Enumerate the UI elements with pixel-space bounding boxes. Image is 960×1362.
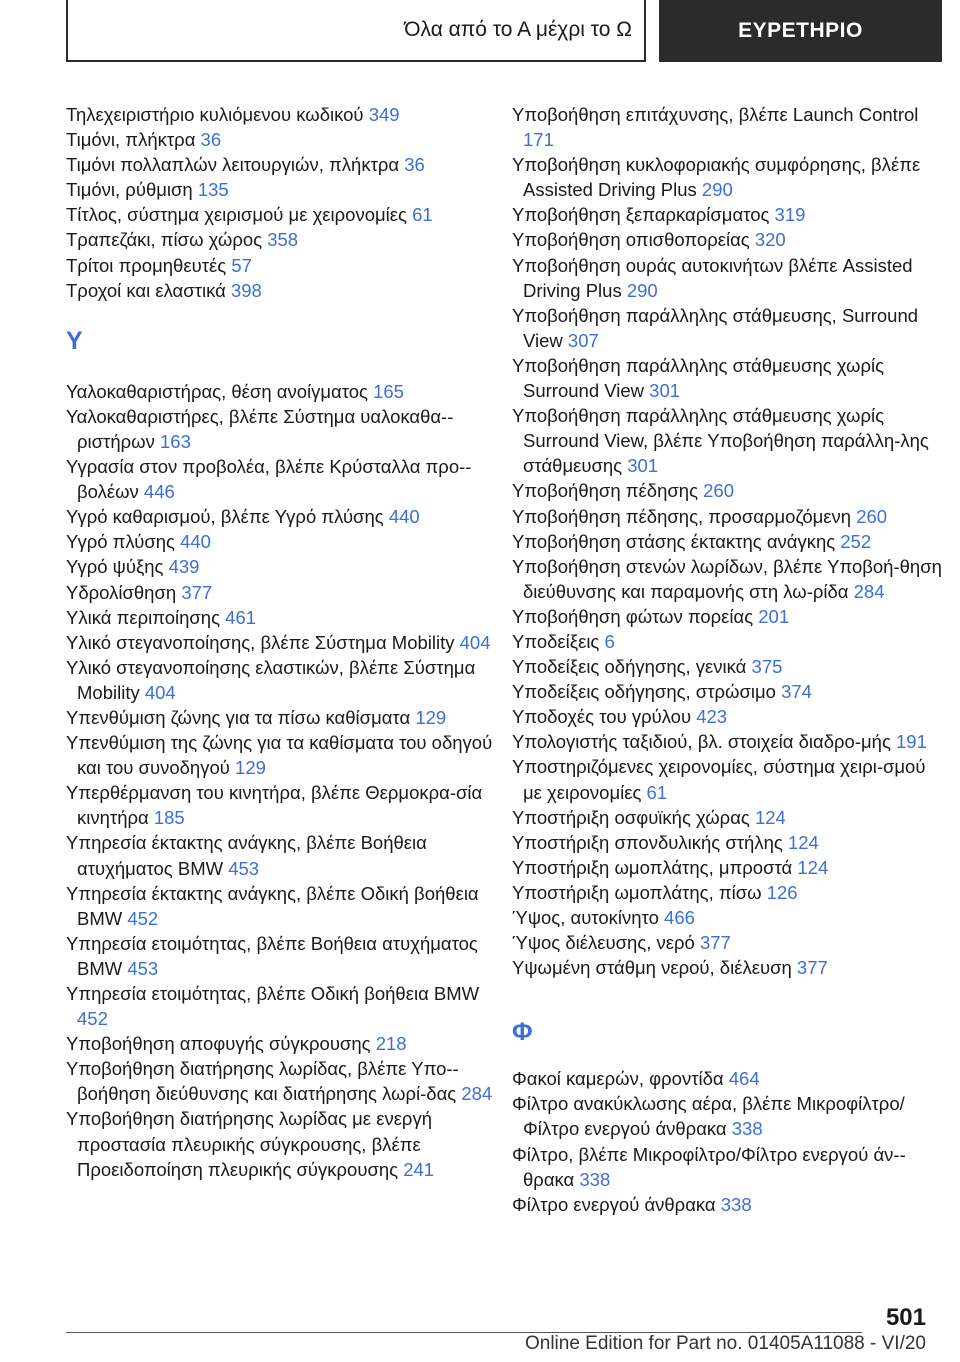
- page-reference-link[interactable]: 301: [627, 455, 659, 477]
- index-entry: [66, 102, 496, 127]
- page-reference-link[interactable]: 36: [200, 129, 222, 151]
- page-reference-link[interactable]: 191: [896, 731, 927, 753]
- page-reference-link[interactable]: 452: [77, 1008, 108, 1030]
- index-entry: [512, 403, 942, 478]
- index-column-left: [66, 102, 496, 1182]
- index-entry-text: Φίλτρο, βλέπε Μικροφίλτρο/Φίλτρο ενεργού άν-θρακα: [512, 1143, 906, 1190]
- index-entry: [66, 278, 496, 303]
- page-reference-link[interactable]: 241: [403, 1158, 435, 1180]
- page-reference-link[interactable]: 446: [143, 481, 175, 503]
- index-entry: [66, 605, 496, 630]
- page-reference-link[interactable]: 129: [235, 757, 266, 779]
- index-entry-text: Υποστήριξη ωμοπλάτης, πίσω: [512, 881, 762, 903]
- page-reference-link[interactable]: 466: [664, 907, 695, 928]
- index-entry-text: Υποβοήθηση πέδησης, προσαρμοζόμενη: [512, 505, 852, 527]
- page-reference-link[interactable]: 452: [127, 907, 159, 929]
- page-reference-link[interactable]: 307: [567, 329, 599, 351]
- page-reference-link[interactable]: 423: [696, 706, 728, 728]
- index-entry-text: Υπηρεσία ετοιμότητας, βλέπε Οδική βοήθεια BMW: [66, 983, 480, 1004]
- index-entry: [66, 227, 496, 252]
- page-reference-link[interactable]: 124: [754, 806, 786, 828]
- index-entry: [66, 202, 496, 227]
- page-reference-link[interactable]: 320: [754, 229, 786, 251]
- page-reference-link[interactable]: 374: [781, 681, 812, 703]
- page-reference-link[interactable]: 453: [228, 857, 260, 879]
- page-reference-link[interactable]: 290: [701, 179, 733, 201]
- index-entry: [512, 227, 942, 252]
- page-reference-link[interactable]: 377: [181, 581, 213, 603]
- index-entry: [66, 981, 496, 1031]
- page-reference-link[interactable]: 252: [840, 530, 872, 552]
- index-entry-text: Υπηρεσία έκτακτης ανάγκης, βλέπε Οδική βοήθεια BMW: [66, 882, 479, 929]
- index-entry: [66, 655, 496, 705]
- index-entry: [66, 1056, 496, 1106]
- index-entry-text: Υπολογιστής ταξιδιού, βλ. στοιχεία διαδρο-μής: [512, 731, 891, 753]
- index-entry-text: Υποδοχές του γρύλου: [512, 706, 692, 728]
- index-entry-text: Υγρασία στον προβολέα, βλέπε Κρύσταλλα προ-βολέων: [66, 456, 472, 503]
- index-entry-text: Υποβοήθηση κυκλοφοριακής συμφόρησης, βλέπε Assisted Driving Plus: [512, 154, 921, 201]
- page-reference-link[interactable]: 377: [699, 932, 731, 954]
- index-entry-text: Υποβοήθηση ξεπαρκαρίσματος: [512, 204, 770, 226]
- index-entry-text: Υαλοκαθαριστήρες, βλέπε Σύστημα υαλοκαθα-ριστήρων: [66, 405, 454, 452]
- page-reference-link[interactable]: 290: [626, 279, 658, 301]
- index-entry-text: Φίλτρο ενεργού άνθρακα: [512, 1193, 716, 1215]
- index-entry: [66, 1106, 496, 1181]
- index-entry-text: Υποβοήθηση ουράς αυτοκινήτων βλέπε Assisted Driving Plus: [512, 254, 913, 301]
- index-entry-text: Υποδείξεις: [512, 630, 600, 652]
- index-entry: [512, 478, 942, 503]
- page-reference-link[interactable]: 260: [703, 480, 735, 502]
- page-reference-link[interactable]: 404: [459, 631, 491, 653]
- page-reference-link[interactable]: 338: [579, 1168, 611, 1190]
- index-entry: [66, 404, 496, 454]
- index-entry: [512, 353, 942, 403]
- index-entry-text: Τιμόνι πολλαπλών λειτουργιών, πλήκτρα: [66, 154, 400, 176]
- index-entry: [512, 704, 942, 729]
- index-entry-text: Υποβοήθηση στενών λωρίδων, βλέπε Υποβοή-θηση διεύθυνσης και παραμονής στη λω-ρίδα: [512, 555, 942, 602]
- page-reference-link[interactable]: 163: [160, 430, 191, 452]
- index-group-t: [66, 102, 496, 303]
- page-reference-link[interactable]: 135: [197, 179, 229, 201]
- index-entry: [512, 554, 942, 604]
- page-reference-link[interactable]: 440: [388, 506, 420, 528]
- index-entry-text: Τηλεχειριστήριο κυλιόμενου κωδικού: [66, 104, 364, 125]
- index-entry: [66, 253, 496, 278]
- index-entry: [512, 830, 942, 855]
- index-entry: [66, 1031, 496, 1056]
- page-reference-link[interactable]: 61: [646, 781, 668, 803]
- index-entry: [66, 177, 496, 202]
- page-reference-link[interactable]: 358: [267, 229, 299, 251]
- index-entry-text: Υγρό ψύξης: [66, 556, 164, 578]
- index-entry-text: Τροχοί και ελαστικά: [66, 279, 226, 301]
- index-entry-text: Υποβοήθηση παράλληλης στάθμευσης χωρίς Surround View, βλέπε Υποβοήθηση παράλλη-λης στάθμευσης: [512, 405, 929, 477]
- index-entry: [512, 629, 942, 654]
- index-entry-text: Υποδείξεις οδήγησης, γενικά: [512, 656, 747, 678]
- index-entry-text: Υποβοήθηση επιτάχυνσης, βλέπε Launch Control: [512, 104, 919, 125]
- page-header: [66, 0, 942, 66]
- tab-index[interactable]: [659, 0, 942, 62]
- index-entry: [512, 905, 942, 930]
- index-entry: [512, 880, 942, 905]
- index-entry-text: Υποστήριξη σπονδυλικής στήλης: [512, 831, 783, 853]
- page-reference-link[interactable]: 57: [231, 254, 252, 276]
- index-entry-text: Υδρολίσθηση: [66, 581, 177, 603]
- index-entry: [66, 529, 496, 554]
- index-entry-text: Ύψος, αυτοκίνητο: [512, 907, 659, 928]
- index-group-y-continued: [512, 102, 942, 980]
- index-entry: [66, 730, 496, 780]
- index-entry: [512, 754, 942, 804]
- index-entry-text: Υψωμένη στάθμη νερού, διέλευση: [512, 957, 792, 979]
- index-entry: [66, 504, 496, 529]
- page-reference-link[interactable]: 349: [368, 104, 400, 125]
- index-entry-text: Υποβοήθηση διατήρησης λωρίδας με ενεργή προστασία πλευρικής σύγκρουσης, βλέπε Προειδοποίηση πλευρικής σύγκρουσης: [66, 1108, 432, 1180]
- page-reference-link[interactable]: 439: [168, 556, 200, 578]
- index-entry: [512, 855, 942, 880]
- page-reference-link[interactable]: 338: [731, 1118, 763, 1140]
- index-entry: [512, 1091, 942, 1141]
- index-entry-text: Υλικά περιποίησης: [66, 606, 221, 628]
- index-column-right: [512, 102, 942, 1217]
- index-entry-text: Υπερθέρμανση του κινητήρα, βλέπε Θερμοκρα-σία κινητήρα: [66, 782, 483, 829]
- index-group-y: [66, 379, 496, 1182]
- page-reference-link[interactable]: 165: [373, 380, 404, 402]
- page-reference-link[interactable]: 284: [461, 1083, 493, 1105]
- index-entry-text: Υποβοήθηση παράλληλης στάθμευσης, Surround View: [512, 304, 919, 351]
- tab-index-label: ΕΥΡΕΤΗΡΙΟ: [738, 19, 863, 42]
- page-reference-link[interactable]: 404: [144, 681, 176, 703]
- index-entry-text: Τίτλος, σύστημα χειρισμού με χειρονομίες: [66, 204, 407, 226]
- page-reference-link[interactable]: 375: [751, 656, 783, 678]
- index-entry: [512, 303, 942, 353]
- index-entry: [66, 931, 496, 981]
- page-reference-link[interactable]: 284: [853, 580, 885, 602]
- section-letter-y: Y: [66, 326, 83, 355]
- page-reference-link[interactable]: 129: [415, 706, 447, 728]
- index-entry-text: Υποβοήθηση παράλληλης στάθμευσης χωρίς Surround View: [512, 354, 885, 402]
- index-entry: [512, 805, 942, 830]
- index-entry: [512, 253, 942, 303]
- page-reference-link[interactable]: 461: [225, 606, 257, 628]
- page-reference-link[interactable]: 377: [796, 957, 828, 979]
- page-reference-link[interactable]: 338: [720, 1193, 752, 1215]
- index-entry: [66, 152, 496, 177]
- index-entry: [66, 780, 496, 830]
- tab-a-to-z[interactable]: [66, 0, 646, 62]
- index-entry-text: Υποβοήθηση αποφυγής σύγκρουσης: [66, 1033, 371, 1055]
- page-number: 501: [885, 1304, 926, 1331]
- index-entry-text: Υποστηριζόμενες χειρονομίες, σύστημα χειρι-σμού με χειρονομίες: [512, 756, 926, 803]
- index-entry: [66, 580, 496, 605]
- index-entry: [512, 955, 942, 980]
- page-reference-link[interactable]: 301: [649, 380, 681, 402]
- page-reference-link[interactable]: 464: [728, 1068, 760, 1090]
- page-reference-link[interactable]: 260: [856, 505, 888, 527]
- index-entry-text: Υποστήριξη ωμοπλάτης, μπροστά: [512, 856, 793, 878]
- index-entry: [66, 705, 496, 730]
- index-entry-text: Υπενθύμιση ζώνης για τα πίσω καθίσματα: [66, 706, 411, 728]
- index-entry-text: Τιμόνι, πλήκτρα: [66, 129, 196, 151]
- index-entry: [512, 1066, 942, 1091]
- page-reference-link[interactable]: 319: [774, 204, 806, 226]
- index-entry-text: Υγρό καθαρισμού, βλέπε Υγρό πλύσης: [66, 506, 384, 528]
- index-entry-text: Υποβοήθηση φώτων πορείας: [512, 605, 754, 627]
- index-entry: [512, 202, 942, 227]
- page-reference-link[interactable]: 218: [375, 1033, 407, 1055]
- page-reference-link[interactable]: 126: [766, 881, 798, 903]
- page-reference-link[interactable]: 6: [604, 630, 615, 652]
- index-entry-text: Υλικό στεγανοποίησης ελαστικών, βλέπε Σύστημα Mobility: [66, 656, 476, 703]
- index-entry-text: Φακοί καμερών, φροντίδα: [512, 1068, 724, 1090]
- index-entry-text: Φίλτρο ανακύκλωσης αέρα, βλέπε Μικροφίλτρο/Φίλτρο ενεργού άνθρακα: [512, 1093, 905, 1140]
- index-entry: [512, 102, 942, 152]
- index-entry: [512, 529, 942, 554]
- index-entry: [512, 1192, 942, 1217]
- index-entry-text: Υπηρεσία ετοιμότητας, βλέπε Βοήθεια ατυχήματος BMW: [66, 932, 478, 979]
- index-entry: [66, 881, 496, 931]
- index-entry-text: Υποστήριξη οσφυϊκής χώρας: [512, 806, 750, 828]
- index-entry-text: Ύψος διέλευσης, νερό: [512, 932, 695, 954]
- index-entry: [512, 654, 942, 679]
- page-reference-link[interactable]: 201: [758, 605, 790, 627]
- index-entry: [66, 630, 496, 655]
- index-entry-text: Υλικό στεγανοποίησης, βλέπε Σύστημα Mobility: [66, 631, 455, 653]
- page-reference-link[interactable]: 453: [127, 957, 159, 979]
- index-entry-text: Υποβοήθηση οπισθοπορείας: [512, 229, 750, 251]
- page-reference-link[interactable]: 36: [404, 154, 425, 176]
- page-reference-link[interactable]: 61: [412, 204, 433, 226]
- index-entry: [512, 1142, 942, 1192]
- index-entry-text: Υποδείξεις οδήγησης, στρώσιμο: [512, 681, 776, 703]
- index-entry-text: Υποβοήθηση διατήρησης λωρίδας, βλέπε Υπο-βοήθηση διεύθυνσης και διατήρησης λωρί-δας: [66, 1058, 459, 1105]
- index-entry-text: Υπηρεσία έκτακτης ανάγκης, βλέπε Βοήθεια ατυχήματος BMW: [66, 832, 427, 879]
- index-entry-text: Τρίτοι προμηθευτές: [66, 254, 227, 276]
- tab-a-to-z-label: Όλα από το Α μέχρι το Ω: [404, 18, 632, 41]
- index-entry: [66, 554, 496, 579]
- index-entry: [512, 504, 942, 529]
- index-entry: [512, 604, 942, 629]
- page-reference-link[interactable]: 185: [153, 807, 185, 829]
- index-entry-text: Τραπεζάκι, πίσω χώρος: [66, 229, 263, 251]
- page-reference-link[interactable]: 124: [787, 831, 819, 853]
- index-entry-text: Υποβοήθηση στάσης έκτακτης ανάγκης: [512, 530, 836, 552]
- page-reference-link[interactable]: 398: [230, 279, 262, 301]
- index-entry: [512, 930, 942, 955]
- index-entry: [512, 152, 942, 202]
- index-entry-text: Τιμόνι, ρύθμιση: [66, 179, 193, 201]
- section-letter-f: Φ: [512, 1018, 533, 1047]
- index-entry: [512, 679, 942, 704]
- page-reference-link[interactable]: 124: [797, 856, 829, 878]
- index-group-f: [512, 1066, 942, 1217]
- index-entry: [66, 454, 496, 504]
- page-reference-link[interactable]: 440: [180, 531, 211, 553]
- index-entry: [66, 379, 496, 404]
- index-entry: [512, 729, 942, 754]
- index-entry-text: Υαλοκαθαριστήρας, θέση ανοίγματος: [66, 380, 368, 402]
- index-entry-text: Υποβοήθηση πέδησης: [512, 480, 698, 502]
- footer-edition: Online Edition for Part no. 01405A11088 - VI/20: [524, 1333, 926, 1354]
- index-entry: [66, 830, 496, 880]
- index-entry-text: Υγρό πλύσης: [66, 531, 175, 553]
- page-reference-link[interactable]: 171: [523, 129, 554, 151]
- index-entry: [66, 127, 496, 152]
- index-entry-text: Υπενθύμιση της ζώνης για τα καθίσματα του οδηγού και του συνοδηγού: [66, 732, 493, 779]
